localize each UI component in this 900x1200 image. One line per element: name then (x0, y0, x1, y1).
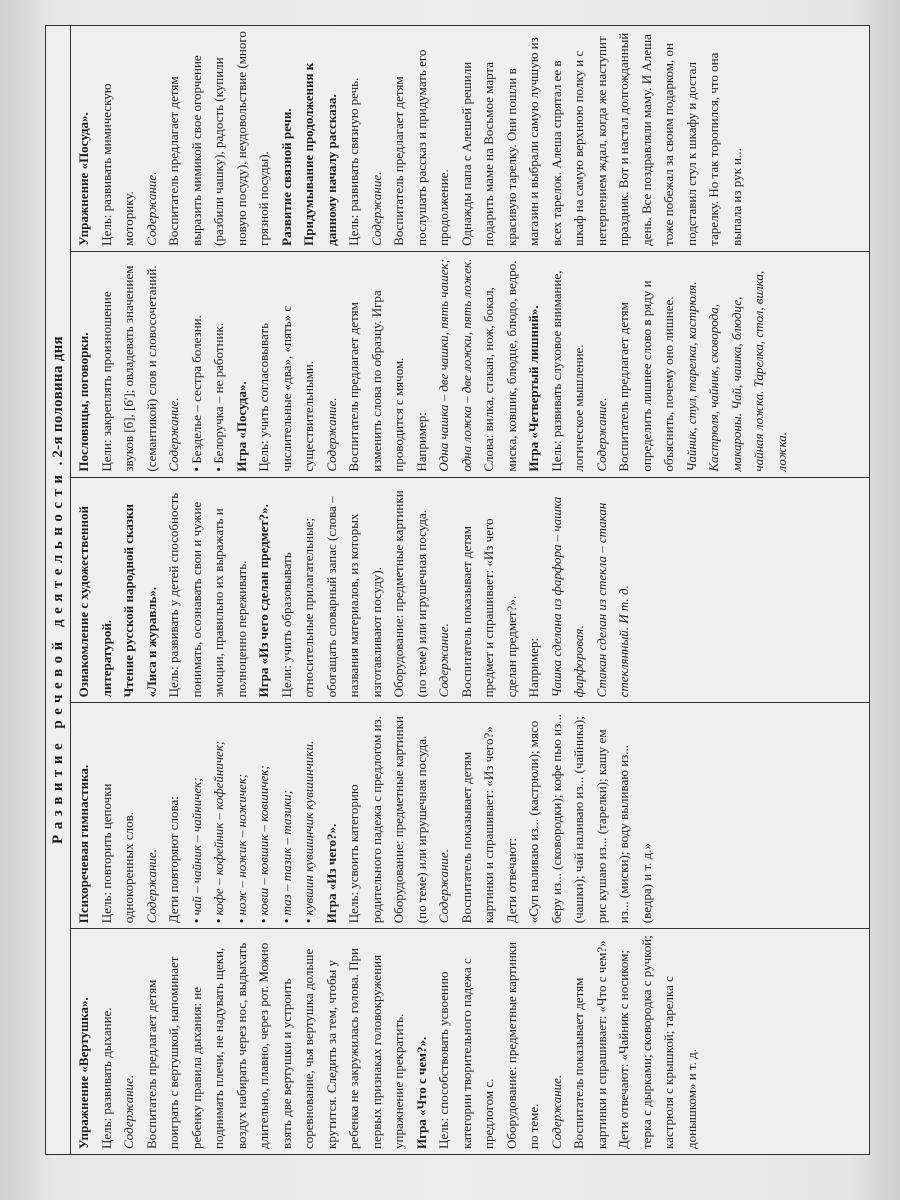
paragraph: Дети отвечают: (503, 837, 519, 924)
paragraph: «Суп наливаю из... (кастрюли); мясо беру из... (сковородки); кофе пью из... (чашки); чай наливаю из... (чайника); рис кушаю из... (тарелки); кашу ем из... (миски); воду выливаю из... (ведра) и т. д.» (526, 714, 654, 924)
list-item: • Белоручка – не работник. (208, 256, 231, 472)
list-item: • таз – тазик – тазики; (276, 707, 299, 923)
paragraph: Воспитатель показывает детям картинки и спрашивает: «Что с чем?» Дети отвечают: «Чайник с носиком; терка с дырками; сковородка с ручкой; кастрюля с крышкой; тарелка с донышком» и т. д. (571, 935, 699, 1149)
paragraph: Воспитатель предлагает детям определить лишнее слово в ряду и объяснить, почему оно лишнее. (616, 280, 676, 472)
paragraph: Цель: способствовать усвоению категории творительного падежа с предлогом с. (436, 958, 496, 1149)
paragraph: Содержание. (368, 171, 384, 246)
block-heading: Упражнение «Посуда». (76, 112, 91, 246)
paragraph: Цель: учить согласовывать числительные «два», «пять» с существительными. (256, 305, 316, 472)
table-columns (71, 26, 870, 1154)
table-column-1 (71, 929, 870, 1154)
block-heading: Развитие связной речи. (278, 108, 294, 246)
paragraph: Слова: вилка, стакан, нож, бокал, миска, ковшик, блюдце, блюдо, ведро. (481, 260, 519, 472)
table-column-2 (71, 703, 870, 929)
paragraph: Стакан сделан из стекла – стакан стеклянный. И т. д. (593, 502, 631, 698)
paragraph: Воспитатель показывает детям картинки и спрашивает: «Из чего?» (458, 726, 496, 924)
block-heading: Игра «Из чего?». (323, 823, 339, 924)
paragraph: Цель: развивать связную речь. (346, 77, 361, 246)
block-heading: Игра «Что с чем?». (413, 1036, 429, 1149)
table-column-3 (71, 478, 870, 704)
paragraph: Содержание. (436, 849, 451, 924)
section-subtitle: 2-я половина дня (49, 336, 66, 458)
block-heading: Игра «Посуда». (233, 381, 249, 472)
paragraph: Содержание. (593, 397, 609, 472)
block-heading: Психоречевая гимнастика. (76, 764, 91, 924)
paragraph: Цель: повторить цепочки однокоренных слов. (98, 783, 136, 924)
paragraph: Цель: развивать дыхание. (98, 1007, 114, 1149)
paragraph: Воспитатель предлагает детям поиграть с вертушкой, напоминает ребенку правила дыхания: не поднимать плечи, не надувать щеки, воздух набирать через нос, выдыхать длительно, плавно, через рот. Можно взять две вертушки и устроить соревнование, чья вертушка дольше крутится. Следить за тем, чтобы у ребенка не закружилась голова. При первых признаках головокружения упражнение прекратить. (143, 942, 406, 1149)
paragraph: Содержание. (323, 397, 339, 472)
paragraph: Содержание. (436, 623, 451, 698)
paragraph: Цели: закреплять произношение звуков [б], [б']; овладевать значением (семантикой) слов и словосочетаний. (98, 265, 159, 472)
paragraph: Цель: развивать мимическую моторику. (98, 83, 136, 246)
paragraph: Например: (413, 412, 429, 472)
list-item: • Безделье – сестра болезни. (186, 256, 209, 472)
block-heading: Игра «Четвертый лишний». (526, 305, 541, 472)
list-item: • ковш – ковшик – ковшичек; (253, 707, 276, 923)
paragraph: Например: (526, 637, 541, 698)
paragraph: Однажды папа с Алешей решили подарить маме на Восьмое марта красивую тарелку. Они пошли в магазин и выбрали самую лучшую из всех тарелок. Алеша спрятал ее в шкаф на самую верхнюю полку и с нетерпением ждал, когда же наступит праздник. Вот и настал долгожданный день. Все поздравляли маму. И Алеша тоже побежал за своим подарком, он подставил стул к шкафу и достал тарелку. Но так торопился, что она выпала из рук и... (458, 32, 744, 246)
paragraph: Цели: учить образовывать относительные прилагательные; обогащать словарный запас (слова – названия материалов, из которых изготавливают посуду). (278, 496, 384, 698)
paragraph: Цель: развивать у детей способность понимать, осознавать свои и чужие эмоции, правильно их выражать и полноценно переживать. (166, 492, 249, 698)
paragraph: Оборудование: предметные картинки (по теме) или игрушечная посуда. (391, 716, 429, 924)
block-heading: Пословицы, поговорки. (76, 332, 91, 472)
block-heading: Чтение русской народной сказки «Лиса и журавль». (121, 504, 159, 698)
list-item: • кувшин кувшинчик кувшинчики. (298, 707, 321, 923)
paragraph: Содержание. (548, 1074, 564, 1149)
list-item: • кофе – кофейник – кофейничек; (208, 707, 231, 923)
paragraph: Цель: развивать слуховое внимание, логическое мышление. (548, 270, 586, 472)
paragraph: Цель: усвоить категорию родительного падежа с предлогом из. (346, 716, 384, 924)
paragraph: Оборудование: предметные картинки (по теме) или игрушечная посуда. (391, 490, 429, 698)
paragraph: Воспитатель предлагает детям изменить слова по образцу. Игра проводится с мячом. (346, 290, 406, 472)
list-item: • нож – ножик – ножичек; (231, 707, 254, 923)
list-item: • чай – чайник – чайничек; (186, 707, 209, 923)
paragraph: Содержание. (143, 849, 159, 924)
paragraph: Содержание. (143, 171, 159, 246)
block-heading: Ознакомление с художественной литературой. (76, 506, 114, 698)
paragraph: Содержание. (166, 397, 181, 472)
block-heading: Придумывание продолжения к данному началу рассказа. (301, 62, 339, 246)
rotated-table-sheet (45, 25, 870, 1155)
paragraph: Содержание. (121, 1074, 136, 1149)
block-heading: Упражнение «Вертушка». (76, 997, 91, 1149)
section-separator: . (49, 461, 66, 466)
table-column-4 (71, 252, 870, 478)
section-banner (46, 26, 71, 1154)
paragraph: Одна чашка – две чашки, пять чашек; одна ложка – две ложки, пять ложек. (436, 258, 474, 472)
paragraph: Чайник, стул, тарелка, кастрюля. Кастрюля, чайник, сковорода, макароны. Чай, чашка, блюдце, чайная ложка. Тарелка, стол, вилка, ложка. (683, 270, 789, 472)
paragraph: Воспитатель предлагает детям выразить мимикой свое огорчение (разбили чашку), радость (купили новую посуду), неудовольствие (много грязной посуды). (166, 31, 271, 246)
paragraph: Воспитатель показывает детям предмет и спрашивает: «Из чего сделан предмет?». (458, 518, 519, 698)
section-title: Развитие речевой деятельности (49, 469, 66, 844)
paragraph: Дети повторяют слова: (166, 796, 181, 924)
block-heading: Игра «Из чего сделан предмет?». (256, 504, 271, 698)
paragraph: Воспитатель предлагает детям послушать рассказ и придумать его продолжение. (391, 49, 451, 246)
paragraph: Оборудование: предметные картинки по теме. (503, 941, 541, 1149)
paragraph: Чашка сделана из фарфора – чашка фарфоровая. (548, 496, 586, 698)
table-column-5 (71, 26, 870, 252)
